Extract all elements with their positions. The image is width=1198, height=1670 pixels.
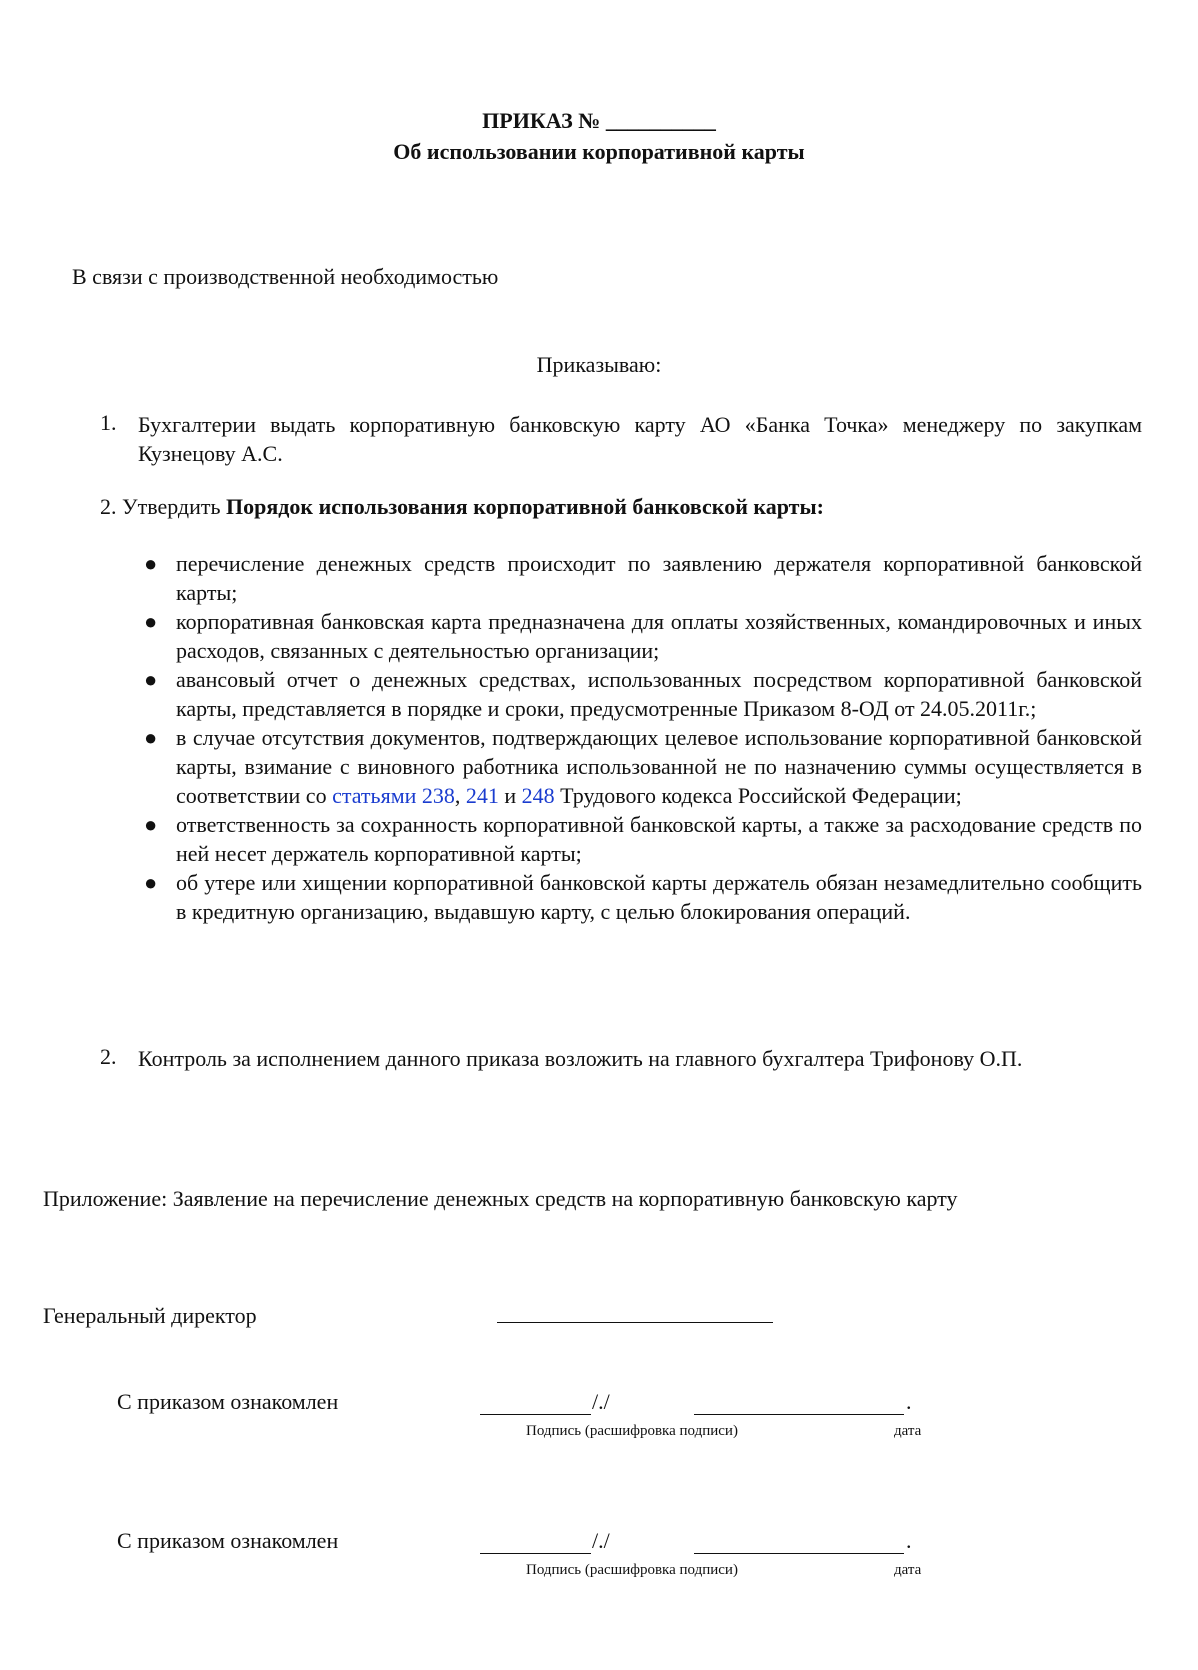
date-dot: . <box>906 1528 912 1553</box>
director-signature-line <box>497 1322 773 1323</box>
list-item <box>138 810 1142 868</box>
rules-bullet-list <box>138 549 1142 926</box>
signature-caption: Подпись (расшифровка подписи) <box>526 1423 738 1439</box>
bullet-text: авансовый отчет о денежных средствах, использованных посредством корпоративной банковской карты, представляется в порядке и сроки, предусмотренные Приказом 8-ОД от 24.05.2011г.; <box>176 667 1142 721</box>
appendix-text: Приложение: Заявление на перечисление денежных средств на корпоративную банковскую карту <box>43 1186 958 1211</box>
labor-code-article-248-link[interactable]: 248 <box>521 783 555 808</box>
bullet-text-part: в случае отсутствия документов, подтверждающих целевое использование корпоративной банковской карты, взимание с виновного работника использованной не по назначению суммы осуществляется в соответствии со <box>176 725 1142 808</box>
order-subtitle: Об использовании корпоративной карты <box>393 139 805 164</box>
signature-caption: Подпись (расшифровка подписи) <box>526 1562 738 1578</box>
labor-code-article-238-link[interactable]: статьями 238 <box>332 783 455 808</box>
signature-slash: /./ <box>592 1389 610 1414</box>
item-1-text: Бухгалтерии выдать корпоративную банковскую карту АО «Банка Точка» менеджеру по закупкам Кузнецову А.С. <box>138 412 1142 466</box>
item-2-bold-title: Порядок использования корпоративной банковской карты: <box>226 494 824 519</box>
acknowledged-label: С приказом ознакомлен <box>117 1528 339 1553</box>
bullet-text: об утере или хищении корпоративной банковской карты держатель обязан незамедлительно сообщить в кредитную организацию, выдавшую карту, с целью блокирования операций. <box>176 870 1142 924</box>
item-2-line <box>100 494 824 520</box>
intro-text: В связи с производственной необходимостью <box>72 264 499 289</box>
list-item <box>138 868 1142 926</box>
date-caption: дата <box>894 1562 922 1578</box>
bullet-icon: ● <box>144 870 158 895</box>
bullet-icon: ● <box>144 667 158 692</box>
separator: и <box>498 783 522 808</box>
bullet-text <box>176 725 1142 808</box>
date-caption: дата <box>894 1423 922 1439</box>
list-item <box>138 723 1142 810</box>
order-title: ПРИКАЗ № __________ <box>482 108 716 133</box>
prikazyvayu-heading: Приказываю: <box>536 352 662 377</box>
bullet-icon: ● <box>144 551 158 576</box>
list-item <box>138 549 1142 607</box>
date-line <box>694 1414 904 1415</box>
labor-code-article-241-link[interactable]: 241 <box>465 783 499 808</box>
bullet-text: корпоративная банковская карта предназначена для оплаты хозяйственных, командировочных и иных расходов, связанных с деятельностью организации; <box>176 609 1142 663</box>
item-3-number: 2. <box>100 1044 117 1069</box>
separator: , <box>454 783 466 808</box>
bullet-icon: ● <box>144 609 158 634</box>
date-line <box>694 1553 904 1554</box>
date-dot: . <box>906 1389 912 1414</box>
bullet-icon: ● <box>144 725 158 750</box>
item-3-text: Контроль за исполнением данного приказа возложить на главного бухгалтера Трифонову О.П. <box>138 1046 1023 1071</box>
bullet-text-part: Трудового кодекса Российской Федерации; <box>554 783 962 808</box>
director-label: Генеральный директор <box>43 1303 257 1328</box>
bullet-text: ответственность за сохранность корпоративной банковской карты, а также за расходование средств по ней несет держатель корпоративной карты; <box>176 812 1142 866</box>
list-item <box>138 665 1142 723</box>
bullet-text: перечисление денежных средств происходит по заявлению держателя корпоративной банковской карты; <box>176 551 1142 605</box>
signature-slash: /./ <box>592 1528 610 1553</box>
item-2-prefix: 2. Утвердить <box>100 494 227 519</box>
signature-line <box>480 1414 591 1415</box>
acknowledged-label: С приказом ознакомлен <box>117 1389 339 1414</box>
bullet-icon: ● <box>144 812 158 837</box>
signature-line <box>480 1553 591 1554</box>
item-1-number: 1. <box>100 410 117 435</box>
list-item <box>138 607 1142 665</box>
